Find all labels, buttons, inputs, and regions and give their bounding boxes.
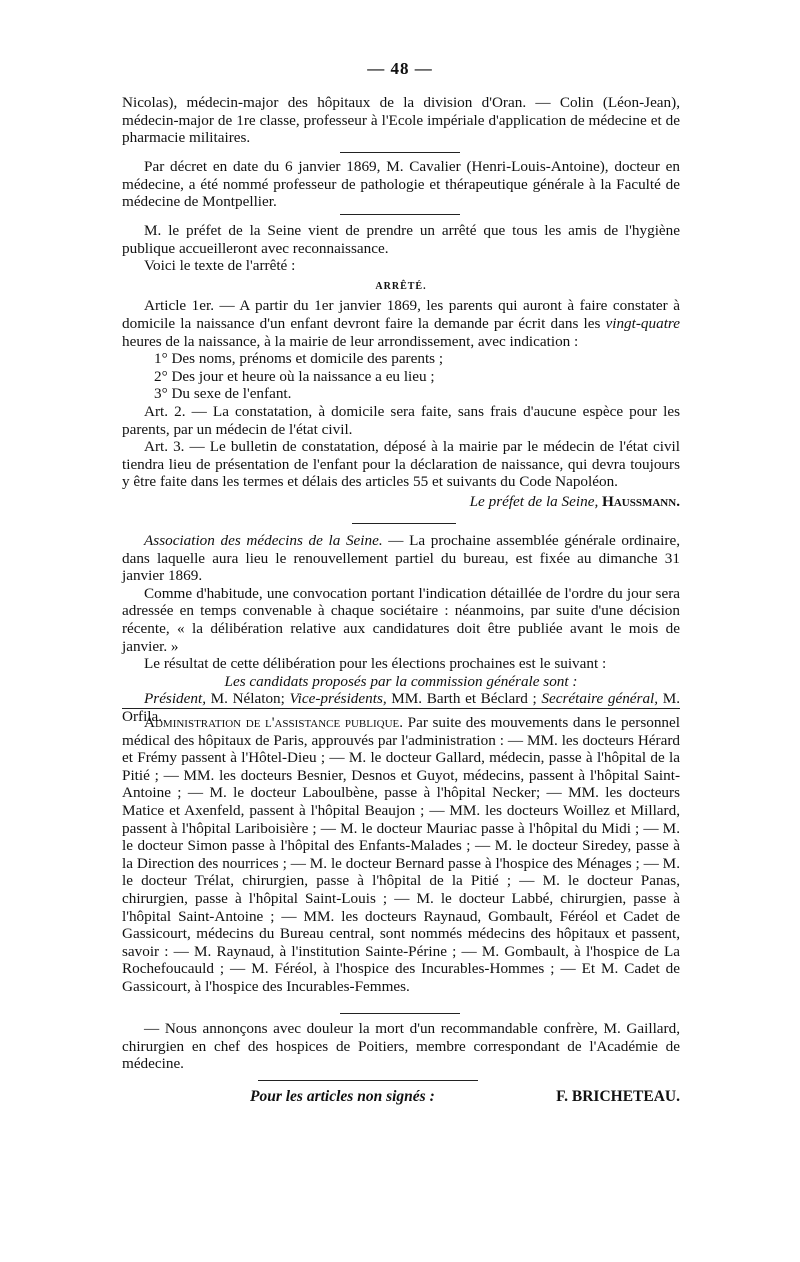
association-result: Le résultat de cette délibération pour les élections prochaines est le suivant : — [144, 655, 607, 673]
article-2: Art. 2. — La constatation, à domicile sera faite, sans frais d'aucune espèce pour les parents, par un médecin de l'état civil. — [122, 402, 680, 438]
article-3: Art. 3. — Le bulletin de constatation, déposé à la mairie par le médecin de l'état civil tiendra lieu de présentation de l'enfant pour la déclaration de naissance, qui devra toujours y être faite dans les termes et délais des articles 55 et suivants du Code Napoléon. — [122, 438, 680, 491]
decree-paragraph — [122, 158, 680, 211]
divider — [340, 152, 460, 153]
divider — [340, 214, 460, 215]
page-number: — 48 — — [367, 59, 433, 78]
association-candidates-intro: Les candidats proposés par la commission générale sont : — [224, 672, 578, 690]
decree-text: Par décret en date du 6 janvier 1869, M. Cavalier (Henri-Louis-Antoine), docteur en médecine, a été nommé professeur de pathologie et thérapeutique générale à la Faculté de médecine de Montpellier. — [122, 158, 680, 211]
footer-label: Pour les articles non signés : — [250, 1088, 435, 1105]
prefect-signature: Le préfet de la Seine, Haussmann. — [469, 492, 680, 510]
section-divider — [122, 708, 680, 709]
association-candidates: Président, M. Nélaton; Vice-présidents, MM. Barth et Béclard ; Secrétaire général, M. Orfila. — [122, 690, 680, 725]
obituary-section — [122, 1020, 680, 1073]
article-1: Article 1er. — A partir du 1er janvier 1869, les parents qui auront à faire constater à domicile la naissance d'un enfant devront faire la demande par écrit dans les vingt-quatre heures de la naissance, à la mairie de leur arrondissement, avec indication : — [122, 297, 680, 350]
article-1-label: Article 1er. — [144, 297, 215, 315]
assistance-section — [122, 714, 680, 996]
divider — [352, 523, 456, 524]
association-title: Association des médecins de la Seine. — [144, 532, 383, 549]
association-convocation: Comme d'habitude, une convocation portant l'indication détaillée de l'ordre du jour sera adressée en temps convenable à chaque sociétaire : néanmoins, par suite d'une décision récente, « la délibération relative aux candidatures doit être publiée avant le mois de janvier. » — [122, 584, 680, 655]
prefect-text-intro: Voici le texte de l'arrêté : — [144, 257, 296, 275]
article-1-item-3: 3° Du sexe de l'enfant. — [154, 385, 292, 403]
arrete-heading: ARRÊTÉ. — [375, 280, 427, 292]
divider — [258, 1080, 478, 1081]
obituary-text: — Nous annonçons avec douleur la mort d'un recommandable confrère, M. Gaillard, chirurgien en chef des hospices de Poitiers, membre correspondant de l'Académie de médecine. — [122, 1020, 680, 1073]
association-section — [122, 532, 680, 726]
prefect-section — [122, 222, 680, 511]
editor-footer — [250, 1088, 680, 1106]
assistance-title: Administration de l'assistance publique. — [144, 714, 404, 731]
association-announcement: Association des médecins de la Seine. — La prochaine assemblée générale ordinaire, dans laquelle aura lieu le renouvellement partiel du bureau, est fixée au dimanche 31 janvier 1869. — [122, 532, 680, 585]
footer-signature: F. BRICHETEAU. — [556, 1088, 680, 1105]
appointments-paragraph — [122, 94, 680, 147]
appointments-text: Nicolas), médecin-major des hôpitaux de la division d'Oran. — Colin (Léon-Jean), médecin-major de 1re classe, professeur à l'Ecole impériale d'application de médecine et de pharmacie militaires. — [122, 94, 680, 147]
prefect-intro: M. le préfet de la Seine vient de prendre un arrêté que tous les amis de l'hygiène publique accueilleront avec reconnaissance. — [122, 222, 680, 257]
assistance-text: Administration de l'assistance publique. Par suite des mouvements dans le personnel médical des hôpitaux de Paris, approuvés par l'administration : — MM. les docteurs Hérard et Frémy passent à l'Hôtel-Dieu ; — M. le docteur Gallard, médecin, passe à l'hôpital de la Pitié ; — MM. les docteurs Besnier, Desnos et Guyot, médecins, passent à l'hôpital Saint-Antoine ; — M. le docteur Laboulbène, passe à l'hôpital Necker; — MM. les docteurs Matice et Axenfeld, passent à l'hôpital Beaujon ; — MM. les docteurs Woillez et Millard, passent à l'hôpital Lariboisière ; — M. le docteur Mauriac passe à l'hôpital du Midi ; — M. le docteur Simon passe à l'hôpital des Enfants-Malades ; — M. le docteur Siredey, passe à la Direction des nourrices ; — M. le docteur Bernard passe à l'hospice des Ménages ; — M. le docteur Trélat, chirurgien, passe à l'hôpital de la Pitié ; — M. le docteur Panas, chirurgien, passe à l'hôpital Saint-Louis ; — M. le docteur Labbé, chirurgien, passe à l'hôpital Saint-Antoine ; — MM. les docteurs Raynaud, Gombault, Féréol et Cadet de Gassicourt, médecins du Bureau central, sont nommés médecins des hôpitaux et passent, savoir : — M. Raynaud, à l'institution Sainte-Périne ; — M. Gombault, à l'hospice de La Rochefoucauld ; — M. Féréol, à l'hospice des Incurables-Hommes ; — Et M. Cadet de Gassicourt, à l'hospice des Incurables-Femmes. — [122, 714, 680, 995]
article-1-item-2: 2° Des jour et heure où la naissance a eu lieu ; — [154, 367, 435, 385]
article-1-item-1: 1° Des noms, prénoms et domicile des parents ; — [154, 350, 444, 368]
divider — [340, 1013, 460, 1014]
